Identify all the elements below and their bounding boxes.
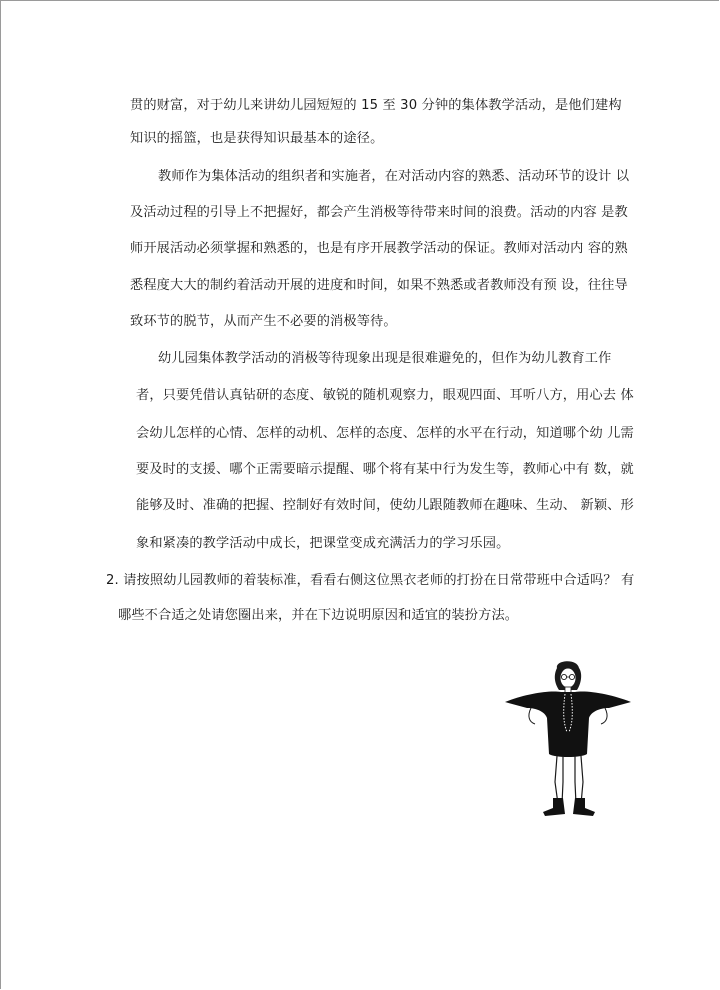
paragraph2-line2: 及活动过程的引导上不把握好，都会产生消极等待带来时间的浪费。活动的内容 是教 <box>130 205 628 220</box>
paragraph3-line3: 会幼儿怎样的心情、怎样的动机、怎样的态度、怎样的水平在行动，知道哪个幼 儿需 <box>136 426 634 441</box>
teacher-figure-svg <box>505 658 631 818</box>
question2-line2: 哪些不合适之处请您圈出来，并在下边说明原因和适宜的装扮方法。 <box>118 608 519 623</box>
paragraph2-line4: 悉程度大大的制约着活动开展的进度和时间，如果不熟悉或者教师没有预 设，往往导 <box>130 278 628 293</box>
paragraph2-line3: 师开展活动必须掌握和熟悉的，也是有序开展教学活动的保证。教师对活动内 容的熟 <box>130 241 628 256</box>
paragraph1-line1: 贯的财富，对于幼儿来讲幼儿园短短的 15 至 30 分钟的集体教学活动，是他们建构 <box>130 98 622 113</box>
paragraph2-line5: 致环节的脱节，从而产生不必要的消极等待。 <box>130 314 397 329</box>
paragraph3-line6: 象和紧凑的教学活动中成长，把课堂变成充满活力的学习乐园。 <box>136 536 510 551</box>
paragraph1-line2: 知识的摇篮，也是获得知识最基本的途径。 <box>130 131 384 146</box>
paragraph2-line1: 教师作为集体活动的组织者和实施者，在对活动内容的熟悉、活动环节的设计 以 <box>158 169 630 184</box>
question2-line1: 2. 请按照幼儿园教师的着装标准，看看右侧这位黑衣老师的打扮在日常带班中合适吗？ 有 <box>106 573 635 588</box>
teacher-figure-illustration <box>505 658 631 818</box>
paragraph3-line2: 者，只要凭借认真钻研的态度、敏锐的随机观察力，眼观四面、耳听八方，用心去 体 <box>136 388 634 403</box>
paragraph3-line4: 要及时的支援、哪个正需要暗示提醒、哪个将有某中行为发生等，教师心中有 数，就 <box>136 462 634 477</box>
paragraph3-line1: 幼儿园集体教学活动的消极等待现象出现是很难避免的，但作为幼儿教育工作 <box>158 351 612 366</box>
paragraph3-line5: 能够及时、准确的把握、控制好有效时间，使幼儿跟随教师在趣味、生动、 新颖、形 <box>136 498 634 513</box>
